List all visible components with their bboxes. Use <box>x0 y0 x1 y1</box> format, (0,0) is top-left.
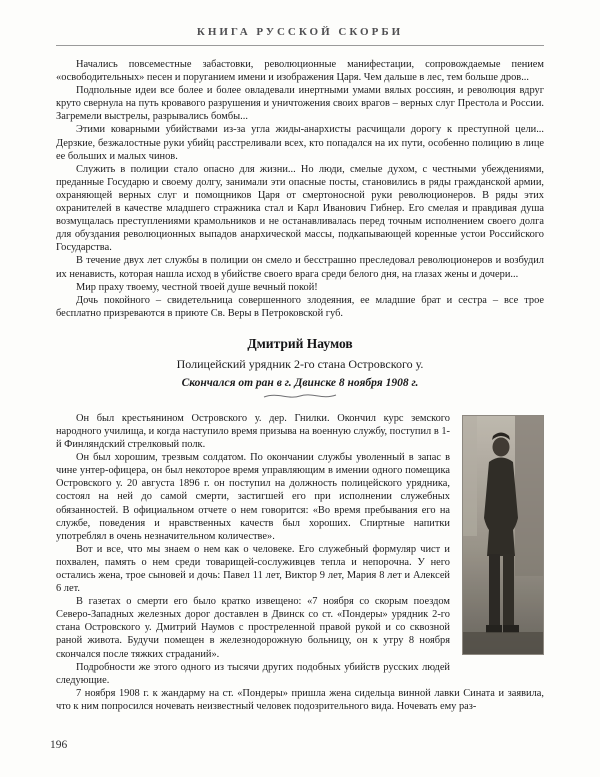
entry-paragraph: В газетах о смерти его было кратко извещено: «7 ноября со скорым поездом Северо-Западных железных дорог доставлен в Двинск со ст. «Пондеры» урядник 2-го стана Островского у. Дмитрий Наумов с простреленной правой рукой и со сквозной раной живота. Будучи помещен в железнодорожную больницу, он к утру 8 ноября скончался после тяжких страданий». <box>56 596 450 660</box>
entry-header <box>56 336 544 400</box>
page-number: 196 <box>50 739 68 751</box>
entry-death-line: Скончался от ран в г. Двинске 8 ноября 1908 г. <box>181 376 419 389</box>
intro-paragraph: Подпольные идеи все более и более овладевали инертными умами вялых россиян, и революция вдруг круто свернула на путь кровавого разрушения и уничтожения своих врагов – верных слуг Престола и России. Загремели выстрелы, разрывались бомбы... <box>56 85 544 123</box>
entry-paragraph: Вот и все, что мы знаем о нем как о человеке. Его служебный формуляр чист и похвален, память о нем среди товарищей-сослуживцев тепла и непорочна. У него остались жена, трое сыновей и дочь: Павел 11 лет, Виктор 9 лет, Мария 8 лет и Алексей 6 лет. <box>56 543 450 595</box>
page-header: КНИГА РУССКОЙ СКОРБИ <box>196 26 404 38</box>
entry-paragraph: Он был хорошим, трезвым солдатом. По окончании службы уволенный в запас в чине унтер-офицера, он был некоторое время управляющим в имении одного помещика Островского у. 20 августа 1896 г. он поступил на должность полицейского урядника, состоял на ней до самой смерти, застигшей его при исполнении служебных обязанностей. В официальном отчете о нем говорится: «Во время пребывания его на службе, поведения и нравственных качеств был хороших. Спиртные напитки употреблял в очень незначительном количестве». <box>56 452 450 542</box>
intro-paragraph: Дочь покойного – свидетельница совершенного злодеяния, ее младшие брат и сестра – все трое бесплатно призреваются в приюте Св. Веры в Петроковской губ. <box>56 294 544 319</box>
entry-paragraph: 7 ноября 1908 г. к жандарму на ст. «Пондеры» пришла жена сидельца винной лавки Сината и заявила, что к ним попросился ночевать неизвестный человек подозрительного вида. Ночевать ему раз- <box>56 687 544 712</box>
intro-paragraph: Этими коварными убийствами из-за угла жиды-анархисты расчищали дорогу к преступной цели... Дерзкие, безжалостные руки убийц расстреливали всех, кто попадался на их пути, особенно полицию в лице ее больших и малых чинов. <box>56 124 544 162</box>
intro-paragraph: В течение двух лет службы в полиции он смело и бесстрашно преследовал революционеров и возбудил их ненависть, которая нашла исход в убийстве своего врага среди белого дня, на глазах жены и дочери... <box>56 255 544 280</box>
entry-rank-title: Полицейский урядник 2-го стана Островского у. <box>176 356 424 371</box>
entry-body <box>56 412 544 713</box>
flourish-ornament-icon <box>260 392 340 400</box>
intro-paragraph: Служить в полиции стало опасно для жизни... Но люди, смелые духом, с честными убеждениями, преданные Государю и своему долгу, занимали эти опасные посты, становились в ряды гражданской армии, охраняющей верных слуг и помощников Царя от смертоносной руки революционеров. В ряды этих охранителей в качестве младшего стражника стал и Карл Иванович Гибнер. Его смелая и правдивая душа возмущалась преступлениями крамольников и не останавливалась перед точным исполнением своего долга для обуздания революционных выпадов анархической массы, подкапывающей коренные устои Российского Государства. <box>56 163 544 254</box>
header-divider <box>56 45 544 46</box>
entry-paragraph: Подробности же этого одного из тысячи других подобных убийств русских людей следующие. <box>56 661 450 686</box>
entry-name: Дмитрий Наумов <box>247 335 353 351</box>
entry-paragraph: Он был крестьянином Островского у. дер. Гнилки. Окончил курс земского народного училища, и когда наступило время призыва на военную службу, поступил в 1-й Финляндский стрелковый полк. <box>56 412 450 451</box>
portrait-photo-image <box>463 416 543 654</box>
portrait-photo <box>462 415 544 655</box>
intro-paragraph: Мир праху твоему, честной твоей душе вечный покой! <box>76 281 318 293</box>
intro-paragraph: Начались повсеместные забастовки, революционные манифестации, сопровождаемые пением «освободительных» песен и поруганием имени и изображения Царя. Чем дальше в лес, тем больше дров... <box>56 59 544 84</box>
intro-section <box>56 58 544 320</box>
